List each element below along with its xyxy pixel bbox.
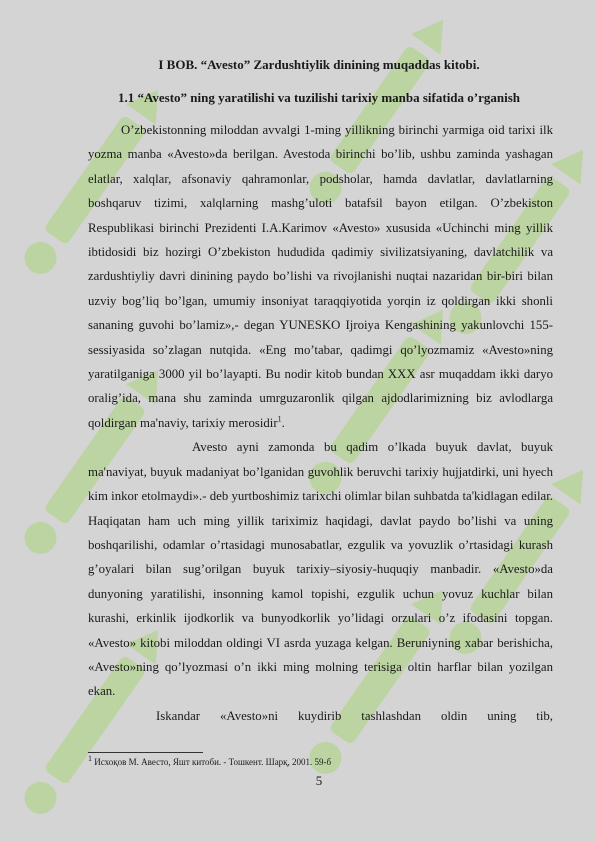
body-text bbox=[88, 118, 553, 728]
section-heading: 1.1 “Avesto” ning yaratilishi va tuzilishi tarixiy manba sifatida o’rganish bbox=[117, 90, 521, 105]
footnote-number: 1 bbox=[88, 754, 92, 763]
chapter-heading: I BOB. “Avesto” Zardushtiylik dinining muqaddas kitobi. bbox=[158, 57, 480, 72]
footnote-reference[interactable]: 1 bbox=[277, 414, 282, 424]
paragraph-1-text: O’zbekistonning miloddan avvalgi 1-ming yillikning birinchi yarmiga oid tarixi ilk yozma manba «Avesto»da berilgan. Avestoda birinchi bo’lib, ushbu zaminda yashagan elatlar, xalqlar, afsonaviy qahramonlar, podsholar, hamda davlatlar, davlatlarning boshqaruv tizimi, xalqlarning mashg’uloti batafsil bayon etilgan. O’zbekiston Respublikasi birinchi Prezidenti I.A.Karimov «Avesto» xususida «Uchinchi ming yillik ibtidosidi biz hozirgi O’zbekiston hududida qadimiy sivilizatsiyaning, davlatchilik va zardushtiyliy davri dinining paydo bo’lishi va rivojlanishi nuqtai nazaridan bir-biri bilan uzviy bog’liq bo’lgan, umumiy insoniyat taraqqiyotida yorqin iz qoldirgan ikki shonli sananing guvohi bo’lamiz»,- degan YUNESKO Ijroiya Kengashining yakunlovchi 155-sessiyasida so’zlagan nutqida. «Eng mo’tabar, qadimgi qo’lyozmamiz «Avesto»ning yaratilganiga 3000 yil bo’layapti. Bu nodir kitob bundan XXX asr muqaddam ikki daryo oralig’ida, mana shu zaminda umrguzaronlik qilgan ajdodlarimizning biz avlodlarga qoldirgan ma'naviy, tarixiy merosidir bbox=[88, 123, 553, 430]
paragraph-3: Iskandar «Avesto»ni kuydirib tashlashdan oldin uning tib, bbox=[156, 708, 553, 723]
page-number: 5 bbox=[315, 773, 323, 788]
footnote-text: Исхоқов М. Авесто, Яшт китоби. - Тошкент. Шарқ, 2001. 59-б bbox=[92, 757, 332, 767]
footnote bbox=[88, 754, 332, 767]
paragraph-2: Avesto ayni zamonda bu qadim o’lkada buyuk davlat, buyuk ma'naviyat, buyuk madaniyat bo’lganidan guvohlik beruvchi tarixiy hujjatdirki, uni hyech kim inkor etolmaydi».- deb yurtboshimiz tarixchi olimlar bilan suhbatda ta'kidlagan edilar. Haqiqatan ham uch ming yillik tariximiz haqidagi, davlat paydo bo’lishi va uning boshqarilishi, odamlar o’rtasidagi munosabatlar, ezgulik va yovuzlik o’rtasidagi kurash g’oyalari bilan sug’orilgan buyuk tarixiy–siyosiy-huquqiy manbadir. «Avesto»da dunyoning yaratilishi, insonning kamol topishi, ezgulik uchun yovuz kuchlar bilan kurashi, erkinlik ijodkorlik va bunyodkorlik yo’lidagi orzulari o’z ifodasini topgan. «Avesto» kitobi miloddan oldingi VI asrda yuzaga kelgan. Beruniyning xabar berishicha, «Avesto»ning qo’lyozmasi o’n ikki ming molning terisiga oltin harflar bilan yozilgan ekan. bbox=[88, 440, 553, 699]
paragraph-1-end: . bbox=[281, 415, 285, 430]
paragraph-1 bbox=[88, 118, 553, 435]
footnote-divider bbox=[88, 752, 203, 753]
